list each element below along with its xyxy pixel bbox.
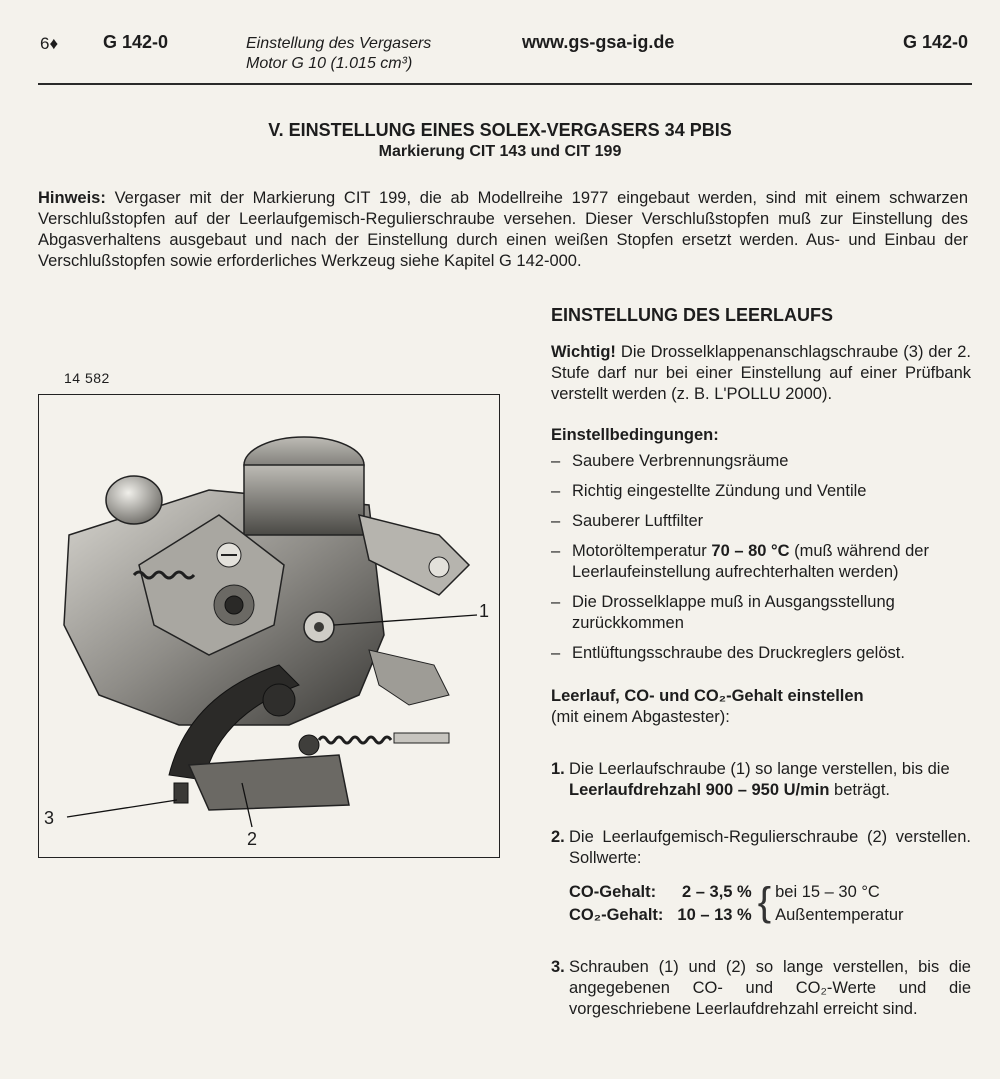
step-item: 2. Die Leerlaufgemisch-Regulierschraube (2) verstellen. Sollwerte: CO-Gehalt: 2 – 3,5 % { bei 15 – 30 °C CO₂-Gehalt: 10 – 13 % Außentemperatur [551,827,971,927]
callout-label-2: 2 [247,829,258,849]
list-item: – Die Drosselklappe muß in Ausgangsstellung zurückkommen [551,592,971,634]
header-subtitle-line2: Motor G 10 (1.015 cm³) [246,55,413,72]
important-paragraph [551,342,971,405]
callout-label-3: 3 [44,808,55,828]
header-subtitle [246,34,431,74]
note-text: Vergaser mit der Markierung CIT 199, die ab Modellreihe 1977 eingebaut werden, sind mit einem schwarzen Verschlußstopfen auf der Leerlaufgemisch-Regulierschraube versehen. Dieser Verschlußstopfen muß zur Einstellung des Abgasverhaltens ausgebaut und nach der Einstellung durch einen weißen Stopfen ersetzt werden. Aus- und Einbau der Verschlußstopfen sowie erforderliches Werkzeug siehe Kapitel G 142-000. [38,189,968,270]
header-subtitle-line1: Einstellung des Vergasers [246,35,432,52]
float-bowl [106,476,162,524]
subsection-title: Leerlauf, CO- und CO₂-Gehalt einstellen [551,687,864,705]
list-item: – Sauberer Luftfilter [551,511,971,532]
step-item: 1. Die Leerlaufschraube (1) so lange verstellen, bis die Leerlaufdrehzahl 900 – 950 U/min beträgt. [551,760,950,799]
list-item: – Motoröltemperatur 70 – 80 °C (muß während der Leerlaufeinstellung aufrechterhalten werden) [551,541,971,583]
page-subtitle: Markierung CIT 143 und CIT 199 [378,143,622,160]
important-label: Wichtig! [551,343,616,361]
target-values: CO-Gehalt: 2 – 3,5 % { bei 15 – 30 °C CO₂-Gehalt: 10 – 13 % Außentemperatur [569,881,904,927]
temp-line1: bei 15 – 30 °C [775,883,880,901]
carburetor-illustration [39,395,499,857]
callout-label-1: 1 [479,601,490,621]
website-url: www.gs-gsa-ig.de [522,32,675,52]
steps-list [551,759,971,1042]
subsection-heading [551,686,971,728]
subsection-subtitle: (mit einem Abgastester): [551,708,730,726]
list-item: – Saubere Verbrennungsräume [551,451,971,472]
lower-spring [319,737,391,743]
callout-line-3 [67,800,177,817]
list-item: – Richtig eingestellte Zündung und Ventile [551,481,971,502]
carburetor-figure [38,394,500,858]
header-divider [38,83,972,85]
note-paragraph [38,188,968,272]
section-title: EINSTELLUNG DES LEERLAUFS [551,305,834,325]
step-item: 3. Schrauben (1) und (2) so lange verstellen, bis die angegebenen CO- und CO₂-Werte und die vorgeschriebene Leerlaufdrehzahl erreicht sind. [551,958,971,1018]
document-code-right: G 142-0 [902,32,968,52]
important-text: Die Drosselklappenanschlagschraube (3) der 2. Stufe darf nur bei einer Einstellung auf einer Prüfbank verstellt werden (z. B. L'POLLU 2000). [551,343,971,403]
figure-number: 14 582 [64,370,110,386]
conditions-list [551,451,971,673]
carburetor-base [189,755,349,810]
page-title: V. EINSTELLUNG EINES SOLEX-VERGASERS 34 PBIS [268,120,732,140]
lower-rod [394,733,449,743]
air-horn-body [244,465,364,535]
co-value: 2 – 3,5 % [682,883,752,901]
document-code: G 142-0 [103,32,169,52]
note-label: Hinweis: [38,189,106,207]
co2-value: 10 – 13 % [677,906,752,924]
right-lever [369,650,449,705]
co2-label: CO₂-Gehalt: [569,906,664,924]
list-item: – Entlüftungsschraube des Druckreglers gelöst. [551,643,971,664]
page-number: 6♦ [40,34,59,53]
co-label: CO-Gehalt: [569,883,657,901]
temp-line2: Außentemperatur [775,906,904,924]
conditions-title: Einstellbedingungen: [551,426,719,444]
